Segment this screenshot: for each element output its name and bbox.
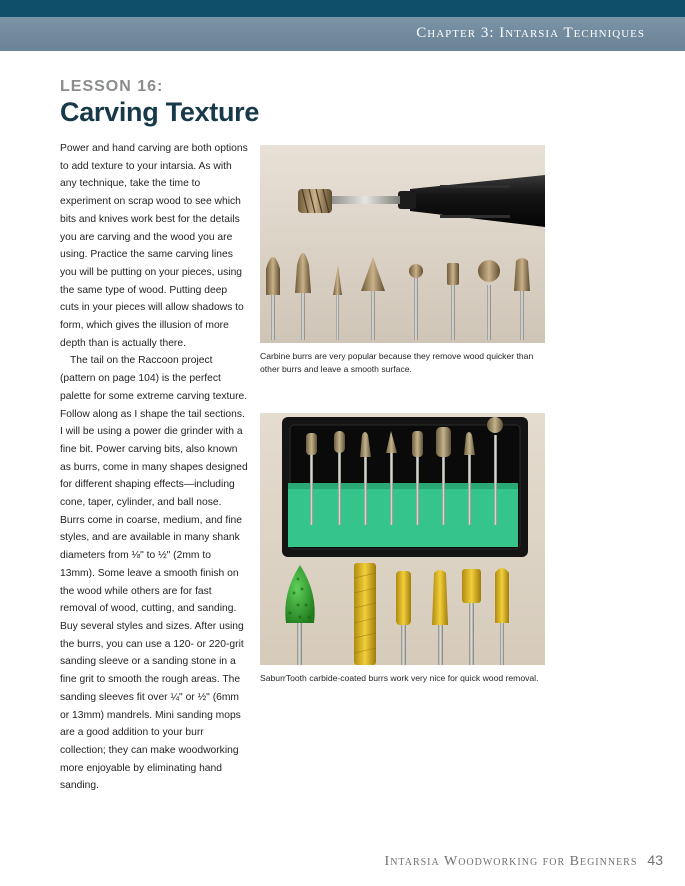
carbide-burrs-photo (260, 145, 545, 343)
saburrtooth-burrs-photo (260, 413, 545, 665)
page-footer (385, 852, 663, 870)
page-number: 43 (647, 852, 663, 868)
lesson-title: Carving Texture (60, 97, 260, 127)
carbide-burrs-caption: Carbine burrs are very popular because they remove wood quicker than other burrs and leave a smooth surface. (260, 351, 534, 374)
lesson-label: LESSON 16: (60, 78, 164, 95)
chapter-title: Chapter 3: Intarsia Techniques (416, 25, 645, 41)
chapter-header-bar (0, 17, 685, 51)
saburrtooth-burrs-caption: SaburrTooth carbide-coated burrs work very nice for quick wood removal. (260, 673, 539, 683)
footer-book-title: Intarsia Woodworking for Beginners (384, 854, 638, 869)
body-paragraph-1: Power and hand carving are both options to add texture to your intarsia. As with any technique, take the time to experiment on scrap wood to see which bits and knives work best for the details you are carving and the wood you are using. Practice the same carving lines you will be putting on your pieces, using the same type of wood. Putting deep cuts in your pieces will allow shadows to form, which gives the illusion of more depth than is actually there. (60, 143, 248, 349)
body-paragraph-2: The tail on the Raccoon project (pattern on page 104) is the perfect palette for some extreme carving texture. Follow along as I shape the tail sections. I will be using a power die grinder with a fine bit. Power carving bits, also known as burrs, come in many shapes designed for different shaping effects—including cone, taper, cylinder, and ball nose. Burrs come in coarse, medium, and fine styles, and are available in many shank diameters from ⅛" to ½" (2mm to 13mm). Some leave a smooth finish on the wood while others are for fast removal of wood, cutting, and sanding. Buy several styles and sizes. After using the burrs, you can use a 120- or 220-grit sanding sleeve or a sanding stone in a fine grit to smooth the rough areas. The sanding sleeves fit over ¼" or ½" (6mm or 13mm) mandrels. Mini sanding mops are a good addition to your burr collection; they can make woodworking more enjoyable by eliminating hand sanding. (60, 355, 248, 792)
body-text (60, 140, 248, 795)
top-band (0, 0, 685, 17)
